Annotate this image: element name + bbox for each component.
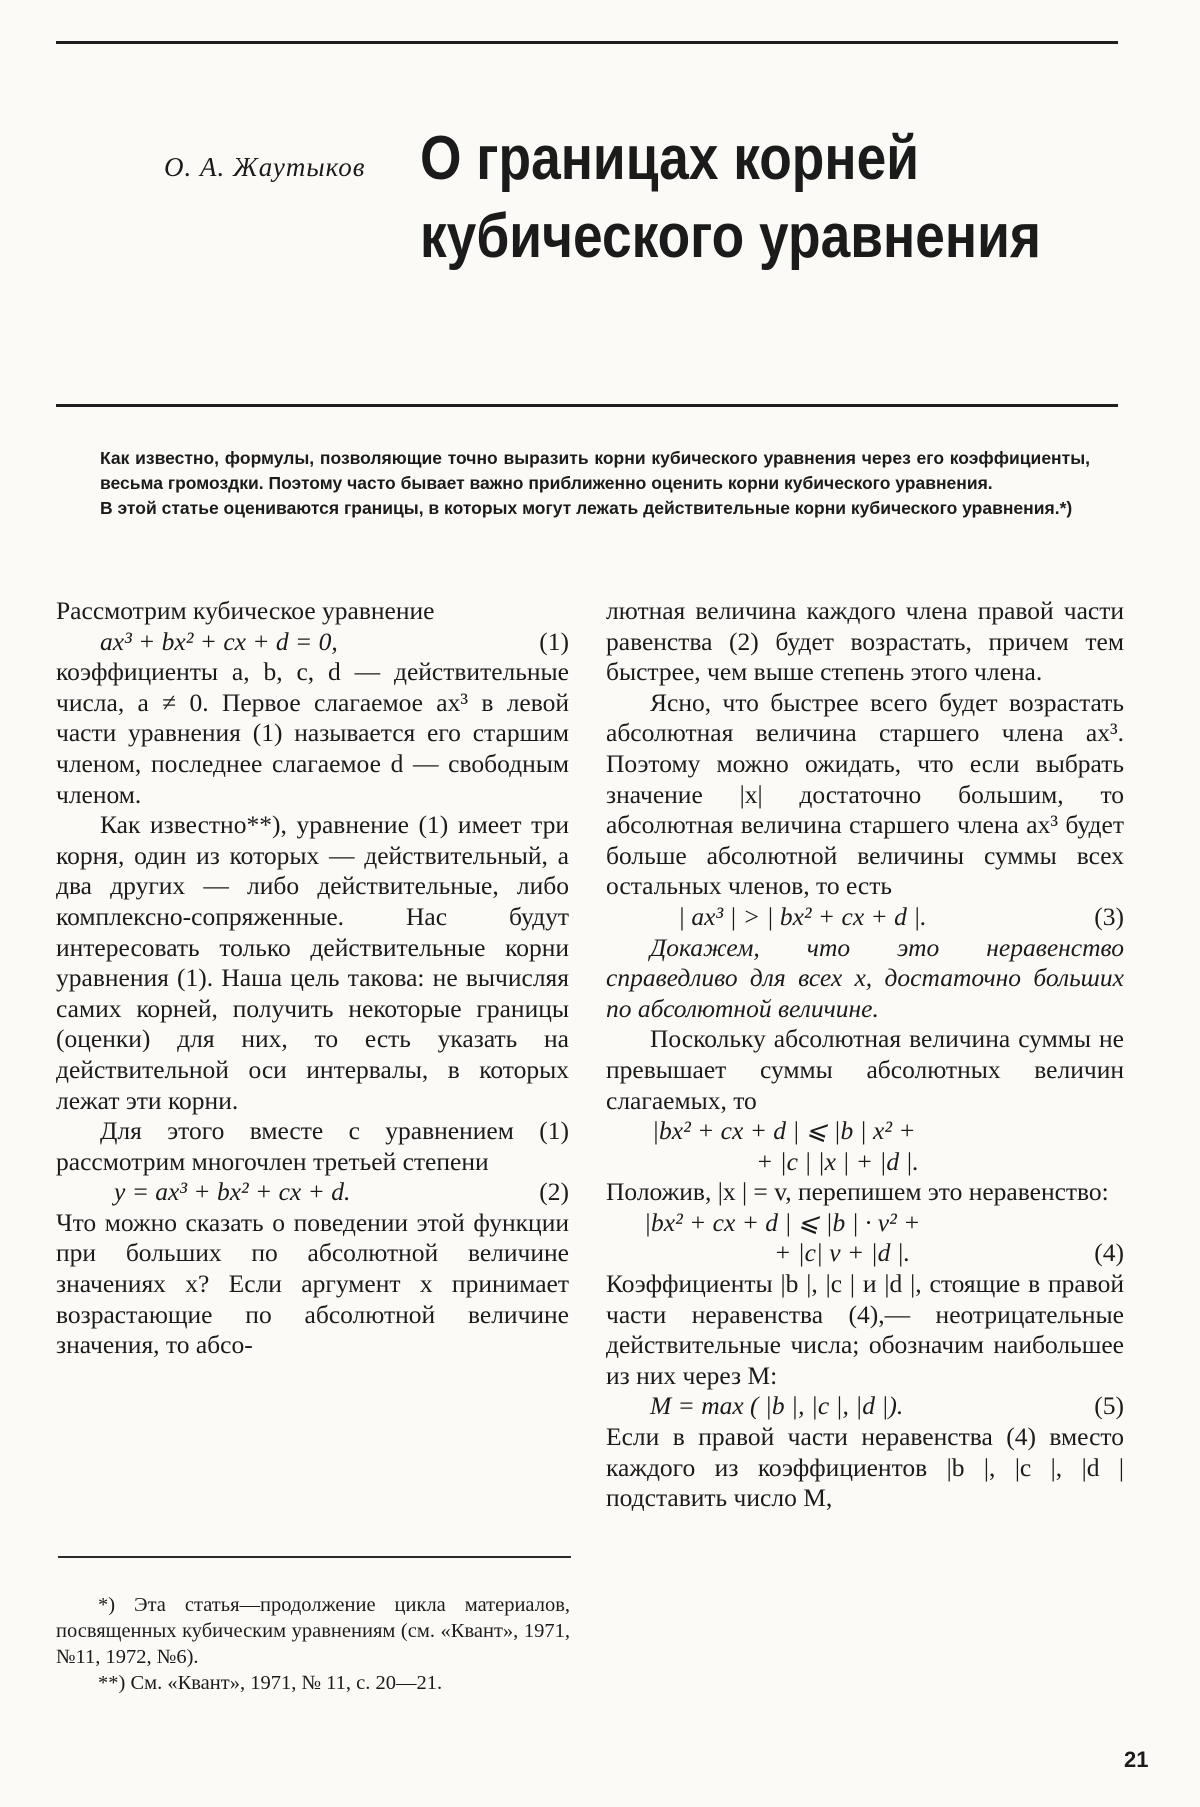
- paragraph: коэффициенты a, b, c, d — действительные числа, a ≠ 0. Первое слагаемое ax³ в левой части уравнения (1) называется его старшим членом, последнее слагаемое d — свободным членом.: [56, 657, 569, 809]
- paragraph: Положив, |x | = v, перепишем это неравенство:: [606, 1177, 1109, 1207]
- abstract-paragraph: В этой статье оцениваются границы, в которых могут лежать действительные корни кубического уравнения.*): [100, 498, 1073, 518]
- title-line-2: кубического уравнения: [420, 202, 1041, 271]
- abstract: [100, 446, 1090, 521]
- equation-1: [56, 627, 569, 658]
- equation-body: M = max ( |b |, |c |, |d |).: [650, 1391, 904, 1421]
- equation-number: (2): [539, 1177, 569, 1207]
- paragraph: Поскольку абсолютная величина суммы не превышает суммы абсолютных величин слагаемых, то: [606, 1024, 1124, 1115]
- equation-number: (3): [1094, 901, 1124, 931]
- paragraph: Если в правой части неравенства (4) вместо каждого из коэффициентов |b |, |c |, |d | подставить число M,: [606, 1422, 1124, 1513]
- top-rule: [56, 41, 1118, 44]
- left-column: [56, 596, 569, 1361]
- paragraph: Для этого вместе с уравнением (1) рассмотрим многочлен третьей степени: [56, 1116, 569, 1176]
- page-number: 21: [1124, 1747, 1149, 1772]
- footnote-rule: [58, 1556, 571, 1558]
- equation-number: (1): [539, 626, 569, 656]
- equation-number: (4): [1094, 1238, 1124, 1268]
- article-title: [420, 120, 1041, 276]
- equation-2: [56, 1177, 569, 1208]
- equation-number: (5): [1094, 1391, 1124, 1421]
- equation-body: |bx² + cx + d | ⩽ |b | · v² +: [644, 1207, 921, 1237]
- title-line-1: О границах корней: [420, 124, 920, 193]
- equation-4-line-1: [606, 1208, 1124, 1239]
- abstract-paragraph: Как известно, формулы, позволяющие точно выразить корни кубического уравнения через его коэффициенты, весьма громоздки. Поэтому часто бывает важно приближенно оценить корни кубического уравнения.: [100, 448, 1090, 493]
- inequality-continued: [606, 1147, 1124, 1178]
- equation-body: y = ax³ + bx² + cx + d.: [114, 1177, 351, 1207]
- equation-body: + |c| v + |d |.: [774, 1238, 911, 1268]
- footnote: *) Эта статья—продолжение цикла материалов, посвященных кубическим уравнениям (см. «Квант», 1971, №11, 1972, №6).: [56, 1594, 570, 1668]
- inequality: [606, 1116, 1124, 1147]
- header-rule: [56, 404, 1118, 407]
- paragraph: лютная величина каждого члена правой части равенства (2) будет возрастать, причем тем быстрее, чем выше степень этого члена.: [606, 596, 1124, 687]
- footnote: **) См. «Квант», 1971, № 11, с. 20—21.: [98, 1672, 443, 1694]
- paragraph: Как известно**), уравнение (1) имеет три корня, один из которых — действительный, а два других — либо действительные, либо комплексно-сопряженные. Нас будут интересовать только действительные корни уравнения (1). Наша цель такова: не вычисляя самих корней, получить некоторые границы (оценки) для них, то есть указать на действительной оси интервалы, в которых лежат эти корни.: [56, 810, 569, 1115]
- equation-body: + |c | |x | + |d |.: [756, 1146, 919, 1176]
- paragraph: Рассмотрим кубическое уравнение: [56, 596, 435, 625]
- footnotes: [56, 1592, 570, 1696]
- article-author: О. А. Жаутыков: [164, 152, 366, 182]
- equation-body: ax³ + bx² + cx + d = 0,: [100, 626, 338, 656]
- equation-5: [606, 1391, 1124, 1422]
- paragraph: Ясно, что быстрее всего будет возрастать абсолютная величина старшего члена ax³. Поэтому можно ожидать, что если выбрать значение |x| достаточно большим, то абсолютная величина старшего члена ax³ будет больше абсолютной величины суммы всех остальных членов, то есть: [606, 687, 1124, 901]
- equation-4-line-2: [606, 1238, 1124, 1269]
- equation-body: | ax³ | > | bx² + cx + d |.: [678, 901, 927, 931]
- right-column: [606, 596, 1124, 1514]
- equation-body: |bx² + cx + d | ⩽ |b | x² +: [652, 1116, 916, 1146]
- equation-3: [606, 902, 1124, 933]
- paragraph: Что можно сказать о поведении этой функции при больших по абсолютной величине значениях x? Если аргумент x принимает возрастающие по абсолютной величине значения, то абсо-: [56, 1207, 569, 1360]
- paragraph: Коэффициенты |b |, |c | и |d |, стоящие в правой части неравенства (4),— неотрицательные действительные числа; обозначим наибольшее из них через M:: [606, 1269, 1124, 1390]
- paragraph: Докажем, что это неравенство справедливо для всех x, достаточно больших по абсолютной величине.: [606, 932, 1124, 1023]
